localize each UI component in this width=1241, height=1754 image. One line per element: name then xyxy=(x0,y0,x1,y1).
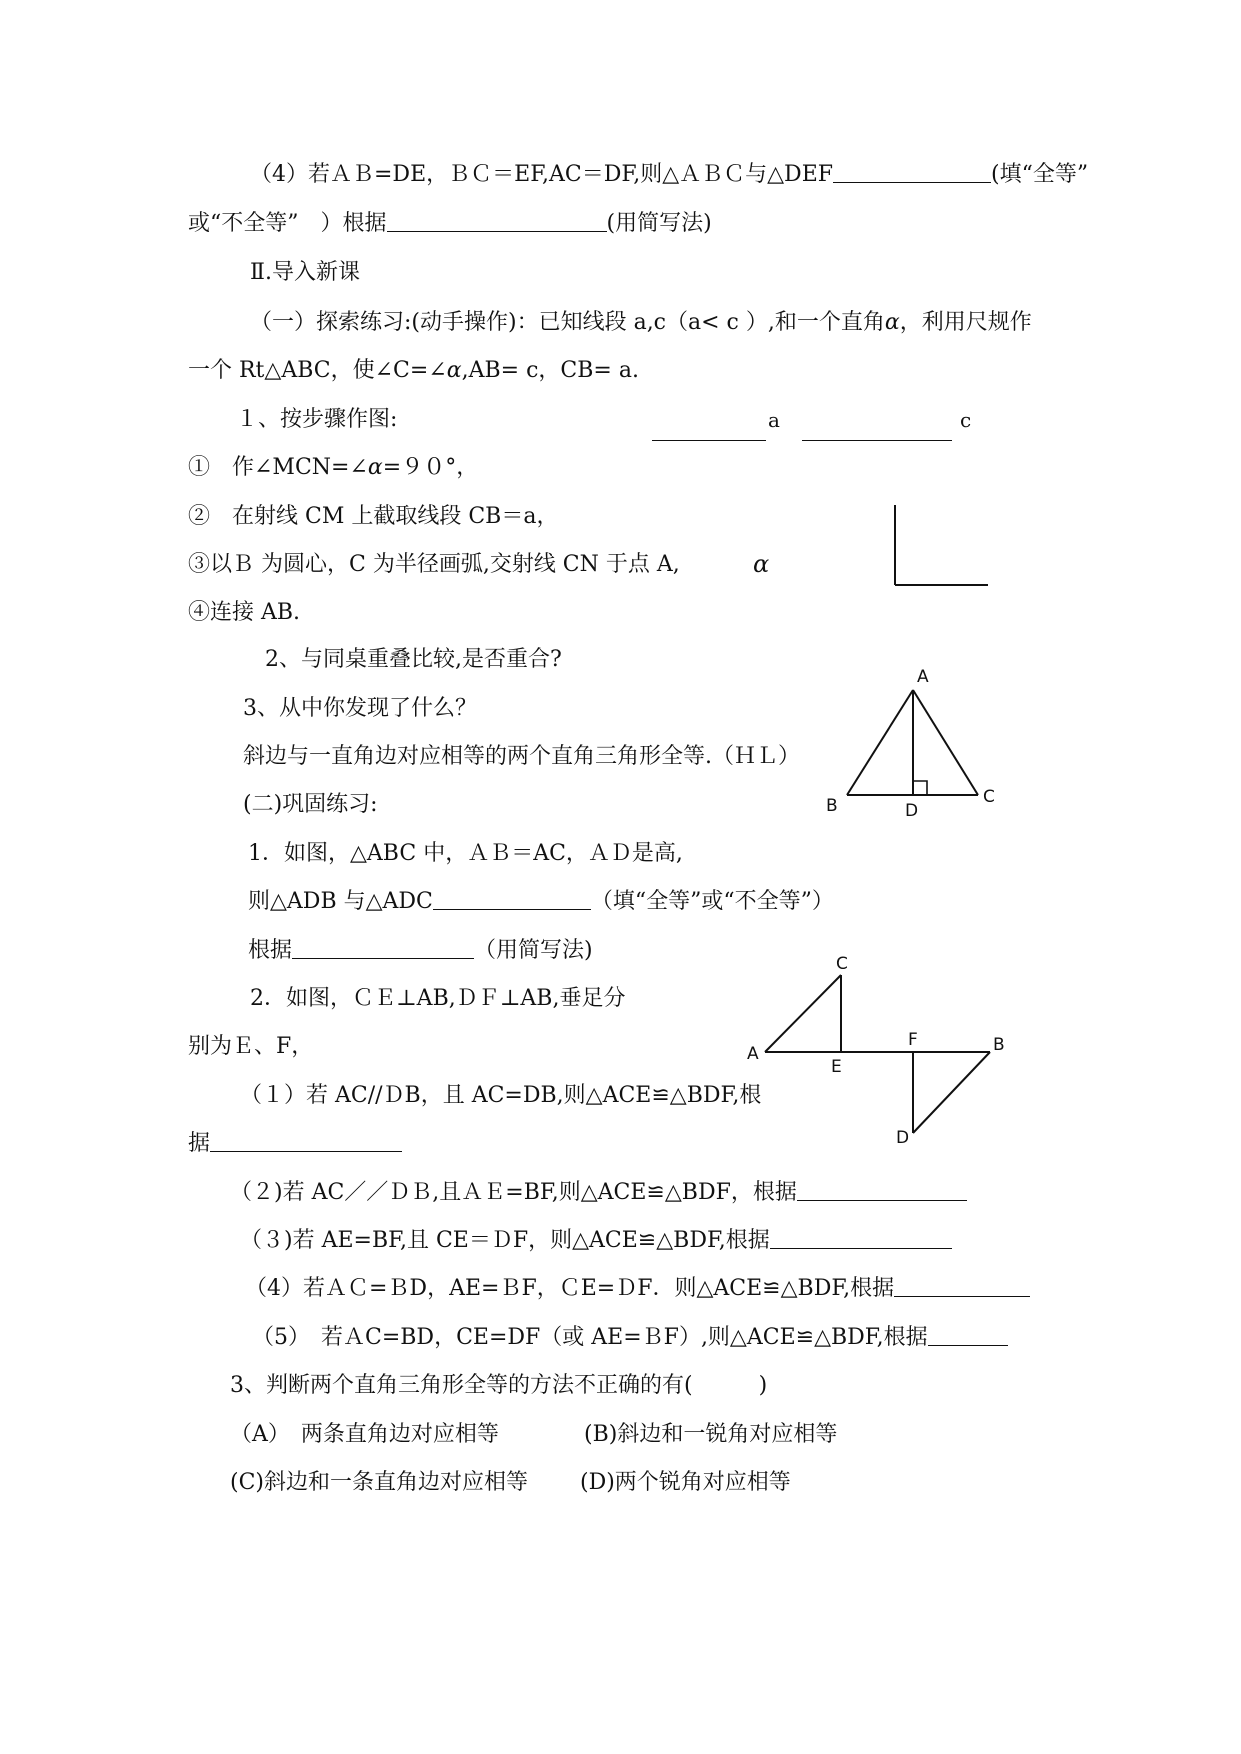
part-4-text: （4）若ＡＣ=ＢD，AE=ＢF，ＣE=ＤF．则△ACE≌△BDF,根据 xyxy=(245,1276,895,1301)
option-b: (B)斜边和一锐角对应相等 xyxy=(584,1422,838,1447)
part-2-blank[interactable] xyxy=(797,1178,967,1201)
part-5 xyxy=(252,1323,1008,1353)
option-c: (C)斜边和一条直角边对应相等 xyxy=(230,1470,528,1495)
vertex-d-label: D xyxy=(905,801,919,821)
part-5-text: （5） 若ＡC=BD，CE=DF（或 AE=ＢF）,则△ACE≌△BDF,根据 xyxy=(252,1325,928,1350)
question-3: 3、从中你发现了什么？ xyxy=(243,696,477,721)
vertex-b-label: B xyxy=(826,796,838,816)
part-1-blank[interactable] xyxy=(210,1129,402,1152)
point-d-label: D xyxy=(896,1128,910,1148)
part-3 xyxy=(240,1226,952,1256)
part-4-blank[interactable] xyxy=(894,1274,1030,1297)
part-2-text: （２)若 AC／／ＤＢ,且ＡＥ=BF,则△ACE≌△BDF，根据 xyxy=(230,1180,797,1205)
part-3-text: （３)若 AE=BF,且 CE＝ＤF，则△ACE≌△BDF,根据 xyxy=(240,1228,770,1253)
option-a: （A） 两条直角边对应相等 xyxy=(230,1422,499,1447)
exercise-1-b-hint: （填“全等”或“不全等”） xyxy=(590,889,834,914)
point-a-label: A xyxy=(747,1044,759,1064)
step-4: ④连接 AB. xyxy=(188,600,301,625)
option-d: (D)两个锐角对应相等 xyxy=(580,1470,791,1495)
alpha-symbol: α xyxy=(884,310,900,335)
point-e-label: E xyxy=(831,1057,842,1077)
point-c-label: C xyxy=(836,954,848,974)
part-4 xyxy=(245,1274,1030,1304)
q4-text-2b: (用简写法) xyxy=(606,211,712,236)
q4-text-2: 或“不全等” ）根据 xyxy=(188,211,387,236)
alpha-symbol: α xyxy=(367,455,383,480)
exercise-2-b: 别为Ｅ、F， xyxy=(188,1034,314,1059)
explore-text-1b: ，利用尺规作 xyxy=(899,310,1032,335)
step-3: ③以Ｂ 为圆心，C 为半径画弧,交射线 CN 于点 A, xyxy=(188,552,680,577)
step-1-text: ① 作∠MCN=∠ xyxy=(188,455,368,480)
point-f-label: F xyxy=(908,1030,918,1050)
step-2: ② 在射线 CM 上截取线段 CB＝a， xyxy=(188,504,559,529)
alpha-symbol: α xyxy=(446,358,462,383)
part-2 xyxy=(230,1178,967,1208)
part-3-blank[interactable] xyxy=(770,1226,952,1249)
angle-alpha-label: α xyxy=(753,550,770,578)
exercise-1-b-text: 则△ADB 与△ADC xyxy=(248,889,433,914)
segment-a-label: a xyxy=(768,408,780,432)
section-heading: Ⅱ.导入新课 xyxy=(250,260,360,285)
explore-text-1: （一）探索练习:(动手操作)：已知线段 a,c（a< c ）,和一个直角 xyxy=(250,310,885,335)
part-5-blank[interactable] xyxy=(928,1323,1008,1346)
exercise-1-c-hint: （用简写法) xyxy=(474,938,593,963)
exercise-1: 1．如图，△ABC 中，ＡＢ＝AC，ＡＤ是高, xyxy=(248,841,683,866)
question-2: 2、与同桌重叠比较,是否重合? xyxy=(265,647,562,672)
step-1-text-b: =９０°， xyxy=(382,455,479,480)
hl-theorem: 斜边与一直角边对应相等的两个直角三角形全等.（ＨＬ） xyxy=(243,744,800,769)
side-db xyxy=(913,1052,990,1133)
exercise-2: 2．如图，ＣＥ⊥AB,ＤＦ⊥AB,垂足分 xyxy=(250,986,626,1011)
segment-c-label: c xyxy=(960,408,972,432)
exercise-1-c-text: 根据 xyxy=(248,938,293,963)
explore-text-2b: ,AB= c，CB= a. xyxy=(461,358,639,383)
q4-text: （4）若ＡＢ=DE，ＢＣ＝EF,AC＝DF,则△ＡＢＣ与△DEF xyxy=(250,162,834,187)
consolidate-heading: (二)巩固练习: xyxy=(243,792,378,817)
part-1-b-text: 据 xyxy=(188,1131,211,1156)
part-1-b xyxy=(188,1129,402,1159)
side-ac xyxy=(765,975,841,1052)
step-title: １、按步骤作图: xyxy=(236,407,398,432)
vertex-a-label: A xyxy=(917,667,929,687)
point-b-label: B xyxy=(993,1035,1005,1055)
part-1: （１）若 AC//ＤB，且 AC=DB,则△ACE≌△BDF,根 xyxy=(240,1083,762,1108)
question-3b: 3、判断两个直角三角形全等的方法不正确的有( ) xyxy=(230,1373,768,1398)
explore-text-2: 一个 Rt△ABC，使∠C=∠ xyxy=(188,358,447,383)
q4-text-fill-hint: (填“全等” xyxy=(991,162,1089,187)
vertex-c-label: C xyxy=(983,787,995,807)
